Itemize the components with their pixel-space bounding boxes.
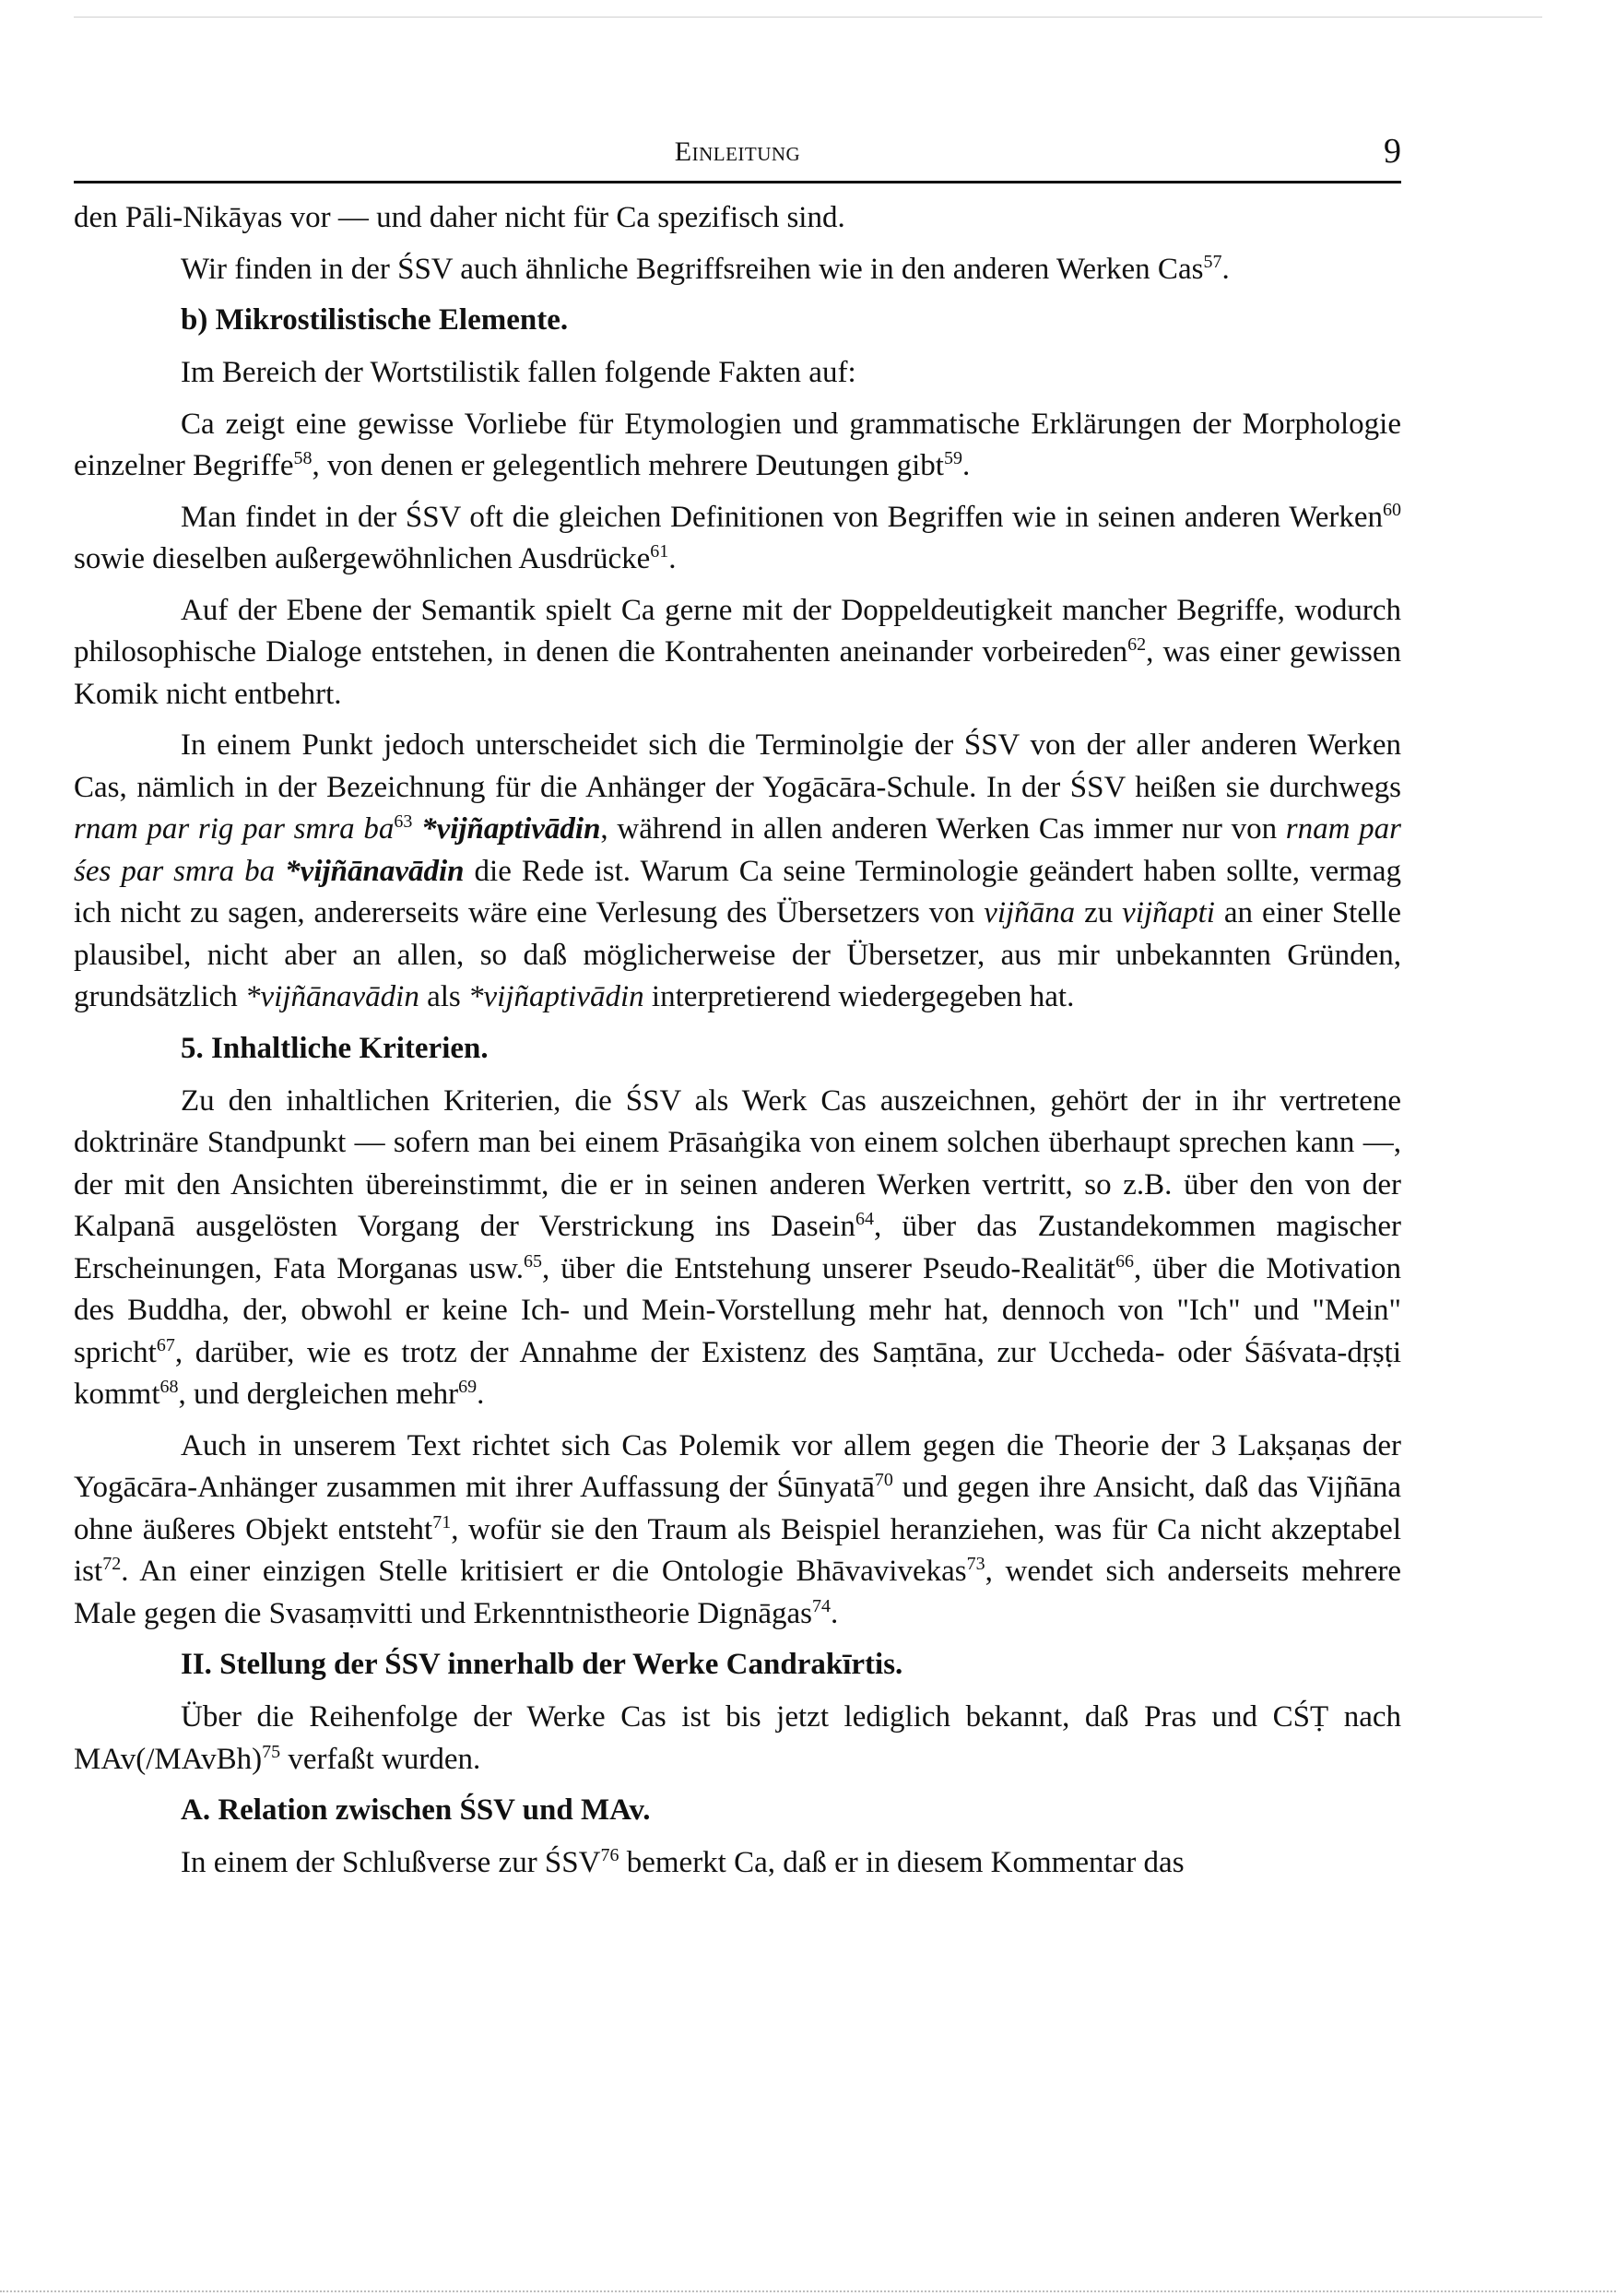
body-paragraph — [74, 1426, 1401, 1636]
footnote-marker: 65 — [523, 1250, 542, 1272]
text-run: Auch in unserem Text richtet sich Cas Polemik vor allem gegen die Theorie der 3 Lakṣaṇas der Yogācāra-Anhänger zusammen mit ihrer Auffassung der Śūnyatā — [74, 1428, 1401, 1504]
text-run: . — [961, 449, 971, 482]
bold-italic-term: *vijñānavādin — [285, 854, 465, 888]
text-run: sowie dieselben außergewöhnlichen Ausdrücke — [74, 542, 651, 575]
footnote-marker: 68 — [159, 1377, 179, 1397]
text-run: den Pāli-Nikāyas vor — und daher nicht für Ca spezifisch sind. — [74, 201, 845, 234]
italic-term: vijñāna — [984, 896, 1076, 929]
text-run: , wendet sich anderseits mehrere Male gegen die Svasaṃvitti und Erkenntnistheorie Dignāgas — [74, 1555, 1402, 1630]
section-heading: b) Mikrostilistische Elemente. — [181, 303, 569, 337]
text-run: interpretierend wiedergegeben hat. — [643, 980, 1075, 1013]
text-run: , was einer gewissen Komik nicht entbehrt. — [74, 635, 1401, 711]
text-run: Im Bereich der Wortstilistik fallen folgende Fakten auf: — [181, 356, 856, 389]
footnote-marker: 57 — [1203, 251, 1222, 272]
text-run: , von denen er gelegentlich mehrere Deutungen gibt — [312, 449, 944, 482]
text-run: . — [830, 1596, 839, 1630]
text-run: Über die Reihenfolge der Werke Cas ist bis jetzt lediglich bekannt, daß Pras und CŚṬ nach MAv(/MAvBh) — [74, 1700, 1401, 1776]
footnote-marker: 60 — [1383, 499, 1401, 520]
text-run: als — [419, 980, 469, 1013]
footnote-marker: 70 — [874, 1470, 893, 1490]
header-rule — [74, 181, 1401, 183]
text-run: , während in allen anderen Werken Cas immer nur von — [600, 812, 1286, 846]
footnote-marker: 62 — [1127, 634, 1147, 655]
italic-term: *vijñānavādin — [245, 980, 419, 1013]
footnote-marker: 69 — [458, 1377, 478, 1397]
italic-term: *vijñaptivādin — [468, 980, 644, 1013]
section-heading: A. Relation zwischen ŚSV und MAv. — [181, 1793, 651, 1827]
bottom-edge-line — [0, 2290, 1616, 2293]
text-run: , über die Motivation des Buddha, der, obwohl er keine Ich- und Mein-Vorstellung mehr hat, dennoch von "Ich" und "Mein" spricht — [74, 1251, 1401, 1369]
footnote-marker: 63 — [394, 811, 413, 832]
body-paragraph — [74, 249, 1401, 291]
footnote-marker: 58 — [293, 448, 313, 468]
text-run: In einem Punkt jedoch unterscheidet sich die Terminolgie der ŚSV von der aller anderen Werken Cas, nämlich in der Bezeichnung für die Anhänger der Yogācāra-Schule. In der ŚSV heißen sie durchwegs — [74, 728, 1401, 804]
footnote-marker: 64 — [855, 1209, 874, 1229]
footnote-marker: 75 — [262, 1741, 281, 1762]
body-paragraph — [74, 1697, 1401, 1781]
text-run: bemerkt Ca, daß er in diesem Kommentar das — [619, 1846, 1185, 1879]
body-paragraph — [74, 197, 1401, 240]
body-paragraph — [74, 497, 1401, 581]
text-run: In einem der Schlußverse zur ŚSV — [181, 1846, 601, 1879]
text-run: , über das Zustandekommen magischer Erscheinungen, Fata Morganas usw. — [74, 1210, 1401, 1285]
footnote-marker: 73 — [966, 1554, 985, 1574]
footnote-marker: 71 — [432, 1511, 452, 1533]
top-edge-line — [74, 17, 1542, 18]
header-title-text: Einleitung — [674, 136, 801, 167]
running-header — [74, 131, 1401, 181]
text-run: Auf der Ebene der Semantik spielt Ca gerne mit der Doppeldeutigkeit mancher Begriffe, wodurch philosophische Dialoge entstehen, in denen die Kontrahenten aneinander vorbeireden — [74, 593, 1401, 669]
body-paragraph — [74, 1081, 1401, 1416]
bold-italic-term: *vijñaptivādin — [421, 812, 601, 846]
running-header-title — [74, 136, 1401, 168]
page-body — [74, 197, 1401, 1894]
text-run — [275, 855, 285, 888]
footnote-marker: 67 — [156, 1334, 175, 1355]
footnote-marker: 72 — [102, 1554, 122, 1574]
footnote-marker: 66 — [1115, 1250, 1134, 1272]
text-run: die Rede ist. Warum Ca seine Terminologie geändert haben sollte, vermag ich nicht zu sagen, andererseits wäre eine Verlesung des Übersetzers von — [74, 854, 1401, 929]
italic-term: vijñapti — [1122, 896, 1215, 929]
body-paragraph — [74, 352, 1401, 395]
section-heading: 5. Inhaltliche Kriterien. — [181, 1031, 489, 1065]
body-paragraph — [74, 1842, 1401, 1885]
text-run: und gegen ihre Ansicht, daß das Vijñāna ohne äußeres Objekt entsteht — [74, 1471, 1401, 1546]
section-heading: II. Stellung der ŚSV innerhalb der Werke Candrakīrtis. — [181, 1648, 903, 1681]
text-run: zu — [1075, 896, 1123, 929]
page-number: 9 — [1384, 132, 1401, 171]
text-run: an einer Stelle plausibel, nicht aber an allen, so daß möglicherweise der Übersetzer, aus mir unbekannten Gründen, grundsätzlich — [74, 896, 1401, 1013]
text-run: Man findet in der ŚSV oft die gleichen Definitionen von Begriffen wie in seinen anderen Werken — [181, 500, 1383, 534]
text-run: , über die Entstehung unserer Pseudo-Realität — [541, 1251, 1115, 1285]
text-run — [412, 812, 421, 846]
italic-term: rnam par rig par smra ba — [74, 812, 395, 846]
footnote-marker: 59 — [943, 448, 962, 468]
text-run: Ca zeigt eine gewisse Vorliebe für Etymologien und grammatische Erklärungen der Morphologie einzelner Begriffe — [74, 407, 1401, 482]
text-run: , darüber, wie es trotz der Annahme der Existenz des Saṃtāna, zur Uccheda- oder Śāśvata-dṛṣṭi kommt — [74, 1335, 1401, 1411]
text-run: , und dergleichen mehr — [178, 1378, 459, 1411]
text-run: , wofür sie den Traum als Beispiel heranziehen, was für Ca nicht akzeptabel ist — [74, 1512, 1401, 1588]
text-run: . — [668, 542, 677, 575]
body-paragraph — [74, 725, 1401, 1019]
text-run: . An einer einzigen Stelle kritisiert er die Ontologie Bhāvavivekas — [121, 1555, 967, 1588]
italic-term: rnam par śes par smra ba — [74, 812, 1402, 888]
text-run: . — [477, 1378, 485, 1411]
body-paragraph — [74, 590, 1401, 716]
footnote-marker: 76 — [600, 1845, 619, 1865]
body-paragraph — [74, 404, 1401, 488]
text-run: . — [1221, 252, 1230, 286]
footnote-marker: 74 — [811, 1595, 831, 1616]
footnote-marker: 61 — [650, 541, 669, 562]
text-run: verfaßt wurden. — [280, 1742, 481, 1776]
text-run: Wir finden in der ŚSV auch ähnliche Begriffsreihen wie in den anderen Werken Cas — [181, 252, 1204, 286]
text-run: Zu den inhaltlichen Kriterien, die ŚSV als Werk Cas auszeichnen, gehört der in ihr vertretene doktrinäre Standpunkt — sofern man bei einem Prāsaṅgika von einem solchen überhaupt sprechen kann —, der mit den Ansichten übereinstimmt, die er in seinen anderen Werken vertritt, so z.B. über den von der Kalpanā ausgelösten Vorgang der Verstrickung ins Dasein — [74, 1083, 1401, 1243]
